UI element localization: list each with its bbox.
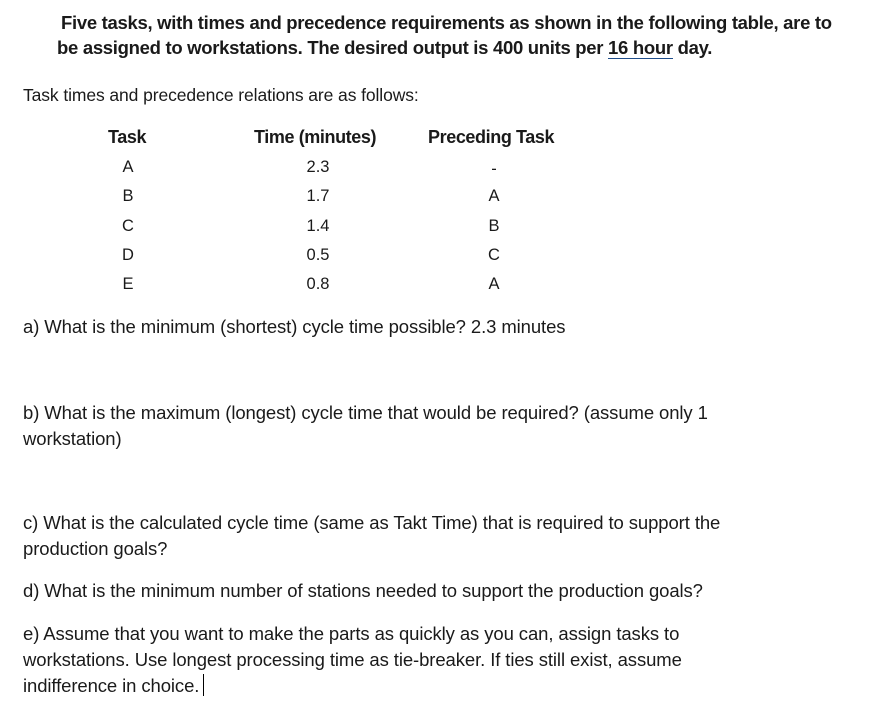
question-b-line-1: b) What is the maximum (longest) cycle time that would be required? (assume only 1 <box>23 402 708 423</box>
cell-prec-c: B <box>488 217 500 235</box>
cell-time-c: 1.4 <box>306 217 330 235</box>
task-table <box>0 0 870 300</box>
question-c <box>23 510 858 562</box>
question-c-line-1: c) What is the calculated cycle time (same as Takt Time) that is required to support the <box>23 512 721 533</box>
intro-line-2-end: day. <box>672 37 713 58</box>
cell-task-d: D <box>122 246 134 264</box>
table-lead-text: Task times and precedence relations are as follows: <box>23 85 419 105</box>
question-c-line-2: production goals? <box>23 538 168 559</box>
cell-task-c: C <box>122 217 134 235</box>
header-time: Time (minutes) <box>254 127 377 147</box>
question-e-line-2: workstations. Use longest processing time as tie-breaker. If ties still exist, assume <box>23 649 682 670</box>
question-a: a) What is the minimum (shortest) cycle time possible? 2.3 minutes <box>23 316 566 337</box>
question-e[interactable] <box>23 621 858 699</box>
cell-prec-d: C <box>488 246 500 264</box>
header-preceding: Preceding Task <box>428 127 555 147</box>
cell-time-d: 0.5 <box>306 246 330 264</box>
spellcheck-highlight[interactable]: 16 hour <box>608 37 673 58</box>
cell-task-a: A <box>122 158 134 176</box>
question-b <box>23 400 858 452</box>
cell-time-e: 0.8 <box>306 275 330 293</box>
question-e-line-1: e) Assume that you want to make the parts as quickly as you can, assign tasks to <box>23 623 680 644</box>
cell-prec-b: A <box>488 187 500 205</box>
text-cursor <box>203 674 204 696</box>
cell-time-b: 1.7 <box>306 187 330 205</box>
question-b-line-2: workstation) <box>23 428 122 449</box>
intro-line-2-start: be assigned to workstations. The desired output is 400 units per <box>57 37 609 58</box>
cell-prec-e: A <box>488 275 500 293</box>
header-task: Task <box>108 127 147 147</box>
cell-time-a: 2.3 <box>306 158 330 176</box>
cell-task-b: B <box>122 187 134 205</box>
cell-prec-a: - <box>491 160 497 178</box>
intro-line-1: Five tasks, with times and precedence requirements as shown in the following table, are to <box>61 12 832 33</box>
question-e-line-3 <box>23 673 858 699</box>
cell-task-e: E <box>122 275 134 293</box>
question-e-line-3-text: indifference in choice. <box>23 675 200 696</box>
question-d: d) What is the minimum number of stations needed to support the production goals? <box>23 580 703 601</box>
